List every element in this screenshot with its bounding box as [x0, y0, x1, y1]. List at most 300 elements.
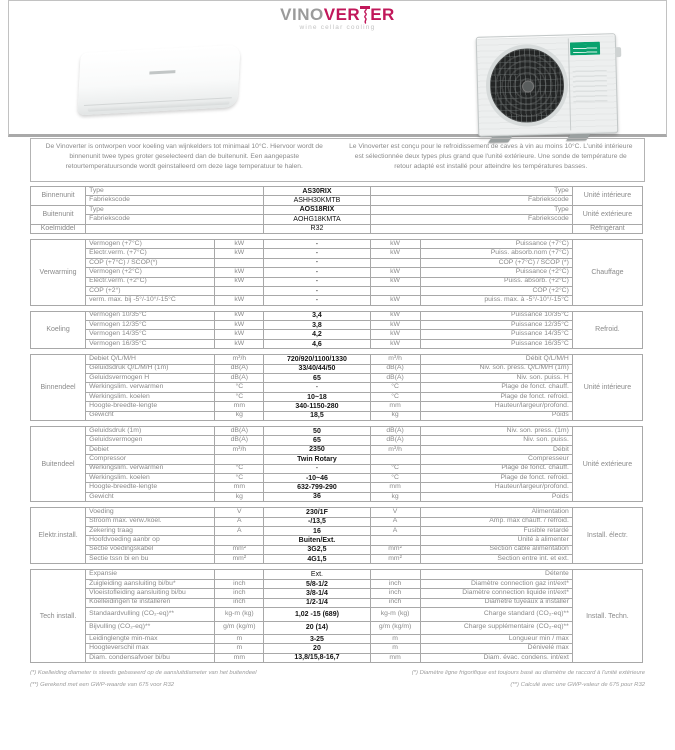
- table-row: [31, 526, 643, 535]
- table-row: [31, 598, 643, 607]
- row-value: Buiten/Ext.: [264, 536, 370, 545]
- footnote: (**) Gerekend met een GWP-waarde van 675 voor R32: [30, 681, 175, 688]
- section-label-nl: Verwarming: [31, 239, 86, 305]
- row-label-fr: Détente: [420, 570, 572, 579]
- row-value: AOS18RIX: [264, 205, 370, 214]
- row-label-nl: Geluidsdruk Q/L/M/H (1m): [86, 364, 215, 373]
- logo-verter: [324, 5, 395, 24]
- row-unit-nl: g/m (kg/m): [215, 621, 264, 635]
- table-row: [31, 483, 643, 492]
- logo-wordmark: [9, 6, 666, 23]
- row-value: 5/8-1/2: [264, 579, 370, 588]
- row-label-nl: Gewicht: [86, 492, 215, 501]
- row-unit-nl: [215, 258, 264, 267]
- row-value: -: [264, 277, 370, 286]
- row-label-fr: Niv. son. press. (1m): [420, 426, 572, 435]
- row-label-fr: [370, 224, 572, 233]
- table-row: [31, 249, 643, 258]
- indoor-unit-image: [77, 45, 240, 116]
- row-value: -: [264, 258, 370, 267]
- section-label-nl: Buitenunit: [31, 205, 86, 224]
- row-label-nl: Fabriekscode: [86, 196, 264, 205]
- row-value: AOHG18KMTA: [264, 215, 370, 224]
- row-unit-fr: [370, 258, 420, 267]
- table-row: [31, 653, 643, 662]
- row-value: AS30RIX: [264, 187, 370, 196]
- row-value: 65: [264, 374, 370, 383]
- section-label-fr: Réfrigérant: [572, 224, 642, 233]
- row-label-nl: Vermogen (+2°C): [86, 268, 215, 277]
- table-row: [31, 608, 643, 622]
- row-unit-nl: m: [215, 644, 264, 653]
- row-value: 2350: [264, 445, 370, 454]
- row-unit-fr: mm²: [370, 555, 420, 564]
- row-unit-nl: inch: [215, 589, 264, 598]
- section-label-fr: Unité extérieure: [572, 426, 642, 501]
- spec-tables: [30, 186, 645, 668]
- row-unit-nl: mm: [215, 483, 264, 492]
- row-unit-fr: °C: [370, 392, 420, 401]
- row-unit-fr: kW: [370, 296, 420, 305]
- row-unit-nl: [215, 286, 264, 295]
- row-unit-fr: mm²: [370, 545, 420, 554]
- table-row: [31, 355, 643, 364]
- row-label-fr: Fabriekscode: [370, 215, 572, 224]
- spec-table-identificatie: [30, 186, 643, 234]
- row-unit-nl: kg: [215, 411, 264, 420]
- section-label-nl: Buitendeel: [31, 426, 86, 501]
- row-value: 20 (14): [264, 621, 370, 635]
- row-label-fr: Puissance (+7°C): [420, 239, 572, 248]
- row-label-nl: Werkingslim. verwarmen: [86, 383, 215, 392]
- row-label-nl: Stroom max. verw./koel.: [86, 517, 215, 526]
- row-label-nl: Expansie: [86, 570, 215, 579]
- row-value: ASHH30KMTB: [264, 196, 370, 205]
- row-unit-fr: dB(A): [370, 364, 420, 373]
- row-label-fr: Charge standard (CO₂-eq)**: [420, 608, 572, 622]
- section-label-fr: Install. électr.: [572, 508, 642, 564]
- table-row: [31, 286, 643, 295]
- table-row: [31, 508, 643, 517]
- table-row: [31, 570, 643, 579]
- row-unit-fr: g/m (kg/m): [370, 621, 420, 635]
- row-label-nl: Debiet Q/L/M/H: [86, 355, 215, 364]
- row-label-nl: Werkingslim. verwarmen: [86, 464, 215, 473]
- row-unit-nl: kW: [215, 249, 264, 258]
- row-unit-fr: kW: [370, 268, 420, 277]
- row-label-nl: Werkingslim. koelen: [86, 473, 215, 482]
- row-label-fr: Hauteur/largeur/profond.: [420, 483, 572, 492]
- section-label-fr: Unité intérieure: [572, 187, 642, 206]
- row-unit-fr: kW: [370, 330, 420, 339]
- row-unit-fr: °C: [370, 473, 420, 482]
- row-label-nl: [86, 224, 264, 233]
- row-unit-fr: °C: [370, 464, 420, 473]
- table-row: [31, 311, 643, 320]
- section-label-nl: Koelmiddel: [31, 224, 86, 233]
- row-label-fr: Niv. son. press. Q/L/M/H (1m): [420, 364, 572, 373]
- row-unit-nl: °C: [215, 464, 264, 473]
- row-label-nl: Koelleidingen te installeren: [86, 598, 215, 607]
- intro-box: [30, 138, 645, 182]
- row-label-nl: Gewicht: [86, 411, 215, 420]
- row-value: 3,8: [264, 321, 370, 330]
- table-row: [31, 296, 643, 305]
- row-unit-fr: [370, 286, 420, 295]
- row-unit-nl: kW: [215, 268, 264, 277]
- row-label-nl: Debiet: [86, 445, 215, 454]
- table-row: [31, 215, 643, 224]
- table-row: [31, 258, 643, 267]
- row-unit-fr: dB(A): [370, 374, 420, 383]
- table-row: [31, 411, 643, 420]
- row-value: 1,02 -15 (689): [264, 608, 370, 622]
- table-row: [31, 426, 643, 435]
- row-unit-nl: dB(A): [215, 374, 264, 383]
- table-row: [31, 239, 643, 248]
- row-unit-fr: kW: [370, 311, 420, 320]
- row-label-nl: Hoogte-breedte-lengte: [86, 402, 215, 411]
- row-unit-fr: A: [370, 517, 420, 526]
- row-label-nl: Geluidsvermogen: [86, 436, 215, 445]
- row-value: -: [264, 383, 370, 392]
- row-label-nl: Vermogen 16/35°C: [86, 339, 215, 348]
- row-label-fr: Plage de fonct. chauff.: [420, 464, 572, 473]
- footnote: (**) Calculé avec une GWP-valeur de 675 pour R32: [510, 681, 645, 688]
- row-label-fr: Alimentation: [420, 508, 572, 517]
- table-row: [31, 555, 643, 564]
- row-unit-nl: [215, 536, 264, 545]
- row-label-fr: COP (+2°C): [420, 286, 572, 295]
- row-value: 1/2-1/4: [264, 598, 370, 607]
- row-unit-fr: inch: [370, 589, 420, 598]
- row-label-nl: COP (+7°C) / SCOP(*): [86, 258, 215, 267]
- row-label-nl: Voeding: [86, 508, 215, 517]
- row-label-nl: Zekering traag: [86, 526, 215, 535]
- spec-table-elektr-install: [30, 507, 643, 564]
- row-label-fr: Poids: [420, 492, 572, 501]
- row-unit-nl: mm: [215, 402, 264, 411]
- row-value: -: [264, 268, 370, 277]
- row-unit-nl: dB(A): [215, 364, 264, 373]
- outdoor-unit-green-label: [570, 42, 600, 56]
- spec-table-tech-install: [30, 569, 643, 663]
- row-unit-fr: mm: [370, 402, 420, 411]
- row-unit-nl: [215, 455, 264, 464]
- row-label-nl: verm. max. bij -5°/-10°/-15°C: [86, 296, 215, 305]
- section-label-fr: Unité extérieure: [572, 205, 642, 224]
- row-label-nl: Vermogen (+7°C): [86, 239, 215, 248]
- row-value: -/13,5: [264, 517, 370, 526]
- row-unit-nl: V: [215, 508, 264, 517]
- row-label-nl: Sectie tssn bi en bu: [86, 555, 215, 564]
- table-row: [31, 402, 643, 411]
- footnotes: [30, 668, 645, 691]
- row-value: 20: [264, 644, 370, 653]
- row-unit-nl: kW: [215, 311, 264, 320]
- table-row: [31, 464, 643, 473]
- row-label-nl: Leidinglengte min-max: [86, 635, 215, 644]
- intro-text-nl: De Vinoverter is ontworpen voor koeling van wijnkelders tot minimaal 10°C. Hiervoor wordt de binnenunit twee types groter geselecteerd dan de buitenunit. Een aangepaste retourtemperatuursonde wordt geinstalleerd om deze lage temperatuur te halen.: [45, 143, 323, 171]
- corkscrew-t-icon: [360, 6, 370, 19]
- row-unit-fr: inch: [370, 598, 420, 607]
- table-row: [31, 268, 643, 277]
- row-value: 13,8/15,8-16,7: [264, 653, 370, 662]
- row-unit-nl: m³/h: [215, 445, 264, 454]
- row-label-nl: Electr.verm. (+7°C): [86, 249, 215, 258]
- table-row: [31, 392, 643, 401]
- spec-table-buitendeel: [30, 426, 643, 502]
- row-unit-fr: [370, 455, 420, 464]
- vinoverter-logo: [9, 6, 666, 32]
- row-label-nl: Hoogte-breedte-lengte: [86, 483, 215, 492]
- row-label-nl: Hoofdvoeding aanbr op: [86, 536, 215, 545]
- row-label-nl: Vermogen 12/35°C: [86, 321, 215, 330]
- row-value: R32: [264, 224, 370, 233]
- row-value: 3-25: [264, 635, 370, 644]
- row-unit-nl: kW: [215, 296, 264, 305]
- row-value: 632-799-290: [264, 483, 370, 492]
- row-label-fr: Plage de fonct. refroid.: [420, 392, 572, 401]
- row-label-nl: Standaardvulling (CO₂-eq)**: [86, 608, 215, 622]
- row-label-fr: Unité à alimenter: [420, 536, 572, 545]
- spec-table-binnendeel: [30, 354, 643, 421]
- row-value: 50: [264, 426, 370, 435]
- row-unit-fr: mm: [370, 483, 420, 492]
- row-value: 4,6: [264, 339, 370, 348]
- row-label-nl: Vloeistofleiding aansluiting bi/bu: [86, 589, 215, 598]
- row-label-fr: Dénivelé max: [420, 644, 572, 653]
- section-label-nl: Elektr.install.: [31, 508, 86, 564]
- row-label-fr: Plage de fonct. chauff.: [420, 383, 572, 392]
- row-label-fr: Diamètre tuyeaux à installer: [420, 598, 572, 607]
- table-row: [31, 330, 643, 339]
- outdoor-unit-image: [476, 33, 619, 137]
- row-label-nl: Diam. condensafvoer bi/bu: [86, 653, 215, 662]
- table-row: [31, 205, 643, 214]
- row-value: -: [264, 296, 370, 305]
- table-row: [31, 517, 643, 526]
- row-unit-nl: dB(A): [215, 436, 264, 445]
- row-unit-fr: m³/h: [370, 445, 420, 454]
- row-label-fr: Hauteur/largeur/profond.: [420, 402, 572, 411]
- logo-verter-text: ER: [370, 5, 395, 24]
- row-unit-nl: kW: [215, 277, 264, 286]
- row-unit-nl: dB(A): [215, 426, 264, 435]
- row-value: 16: [264, 526, 370, 535]
- table-row: [31, 321, 643, 330]
- row-unit-fr: kg: [370, 411, 420, 420]
- row-unit-fr: kg: [370, 492, 420, 501]
- intro-text-fr: Le Vinoverter est conçu pour le refroidissement de caves à vin au moins 10°C. L'unité intérieure est sélectionnée deux types plus grand que l'unité extérieure. Une sonde de température de retour adapté est installé pour atteindre les températures basses.: [349, 143, 633, 171]
- row-unit-nl: °C: [215, 392, 264, 401]
- row-label-fr: Diamètre connection liquide int/ext*: [420, 589, 572, 598]
- row-label-nl: Bijvulling (CO₂-eq)**: [86, 621, 215, 635]
- row-value: -: [264, 286, 370, 295]
- row-label-nl: Compressor: [86, 455, 215, 464]
- footnotes-nl: [30, 668, 257, 691]
- row-unit-nl: mm: [215, 653, 264, 662]
- row-unit-fr: V: [370, 508, 420, 517]
- row-value: 3,4: [264, 311, 370, 320]
- table-row: [31, 364, 643, 373]
- row-unit-fr: dB(A): [370, 426, 420, 435]
- row-label-fr: Niv. son. puiss. H: [420, 374, 572, 383]
- row-unit-nl: °C: [215, 473, 264, 482]
- table-row: [31, 277, 643, 286]
- table-row: [31, 196, 643, 205]
- row-label-nl: Sectie voedingskabel: [86, 545, 215, 554]
- table-row: [31, 473, 643, 482]
- row-unit-nl: A: [215, 526, 264, 535]
- row-unit-nl: m: [215, 635, 264, 644]
- row-value: 65: [264, 436, 370, 445]
- row-unit-nl: kW: [215, 330, 264, 339]
- row-label-fr: Puiss. absorb. (+2°C): [420, 277, 572, 286]
- table-row: [31, 436, 643, 445]
- row-unit-nl: mm²: [215, 545, 264, 554]
- row-value: 3/8-1/4: [264, 589, 370, 598]
- row-label-fr: Amp. max chauff. / refroid.: [420, 517, 572, 526]
- row-unit-fr: dB(A): [370, 436, 420, 445]
- header: [8, 0, 667, 137]
- row-unit-fr: inch: [370, 579, 420, 588]
- section-label-nl: Tech install.: [31, 570, 86, 663]
- row-value: 3G2,5: [264, 545, 370, 554]
- logo-vino-text: VINO: [280, 5, 324, 24]
- spec-table-koeling: [30, 311, 643, 350]
- row-label-fr: Niv. son. puiss.: [420, 436, 572, 445]
- row-unit-fr: kW: [370, 277, 420, 286]
- row-label-nl: Fabriekscode: [86, 215, 264, 224]
- spec-table-verwarming: [30, 239, 643, 306]
- row-label-fr: Longueur min / max: [420, 635, 572, 644]
- table-row: [31, 492, 643, 501]
- row-unit-nl: inch: [215, 579, 264, 588]
- section-label-fr: Install. Techn.: [572, 570, 642, 663]
- row-value: -10~46: [264, 473, 370, 482]
- row-value: Ext.: [264, 570, 370, 579]
- table-row: [31, 455, 643, 464]
- table-row: [31, 445, 643, 454]
- table-row: [31, 589, 643, 598]
- row-unit-fr: kW: [370, 321, 420, 330]
- table-row: [31, 579, 643, 588]
- row-value: -: [264, 464, 370, 473]
- row-label-fr: Puissance 14/35°C: [420, 330, 572, 339]
- table-row: [31, 224, 643, 233]
- footnote: (*) Diamètre ligne frigorifique est toujours basé au diamètre de raccord à l'unité extérieure: [411, 670, 645, 676]
- row-label-fr: Plage de fonct. refroid.: [420, 473, 572, 482]
- row-label-fr: Puissance 12/35°C: [420, 321, 572, 330]
- row-value: -: [264, 239, 370, 248]
- row-unit-fr: [370, 536, 420, 545]
- row-unit-fr: kg-m (kg): [370, 608, 420, 622]
- section-label-nl: Binnenunit: [31, 187, 86, 206]
- row-value: 4,2: [264, 330, 370, 339]
- table-row: [31, 621, 643, 635]
- table-row: [31, 339, 643, 348]
- row-label-fr: Diam. évac. condens. int/ext: [420, 653, 572, 662]
- footnote: (*) Koelleiding diameter is steeds gebaseerd op de aansluitdiameter van het buitendeel: [30, 670, 257, 676]
- row-unit-nl: kW: [215, 339, 264, 348]
- outdoor-unit-pipe: [615, 47, 621, 57]
- row-label-fr: Diamètre connection gaz int/ext*: [420, 579, 572, 588]
- table-row: [31, 644, 643, 653]
- row-label-fr: Section entre int. et ext.: [420, 555, 572, 564]
- row-unit-nl: inch: [215, 598, 264, 607]
- row-label-nl: Geluidsdruk (1m): [86, 426, 215, 435]
- row-unit-fr: kW: [370, 239, 420, 248]
- row-label-fr: Fabriekscode: [370, 196, 572, 205]
- row-label-fr: Débit: [420, 445, 572, 454]
- row-label-fr: Puiss. absorb.nom (+7°C): [420, 249, 572, 258]
- row-unit-fr: m: [370, 635, 420, 644]
- table-row: [31, 187, 643, 196]
- row-value: 36: [264, 492, 370, 501]
- row-label-fr: Poids: [420, 411, 572, 420]
- table-row: [31, 374, 643, 383]
- section-label-fr: Chauffage: [572, 239, 642, 305]
- row-label-fr: Débit Q/L/M/H: [420, 355, 572, 364]
- row-unit-nl: kg: [215, 492, 264, 501]
- row-unit-nl: kg-m (kg): [215, 608, 264, 622]
- row-label-fr: Puissance 16/35°C: [420, 339, 572, 348]
- row-unit-fr: A: [370, 526, 420, 535]
- row-value: 33/40/44/50: [264, 364, 370, 373]
- table-row: [31, 383, 643, 392]
- row-unit-fr: m: [370, 644, 420, 653]
- row-label-fr: Section câble alimentation: [420, 545, 572, 554]
- row-unit-fr: [370, 570, 420, 579]
- section-label-nl: Binnendeel: [31, 355, 86, 421]
- table-row: [31, 545, 643, 554]
- row-unit-fr: °C: [370, 383, 420, 392]
- row-unit-nl: °C: [215, 383, 264, 392]
- row-label-fr: Type: [370, 205, 572, 214]
- logo-tagline: wine cellar cooling: [299, 24, 376, 31]
- row-value: 4G1,5: [264, 555, 370, 564]
- row-label-nl: Hoogteverschil max: [86, 644, 215, 653]
- row-label-fr: Type: [370, 187, 572, 196]
- row-value: Twin Rotary: [264, 455, 370, 464]
- row-unit-nl: kW: [215, 239, 264, 248]
- row-value: 10~18: [264, 392, 370, 401]
- table-row: [31, 536, 643, 545]
- row-unit-nl: A: [215, 517, 264, 526]
- row-value: 230/1F: [264, 508, 370, 517]
- row-label-fr: Puissance 10/35°C: [420, 311, 572, 320]
- row-label-nl: Vermogen 14/35°C: [86, 330, 215, 339]
- row-label-fr: Compresseur: [420, 455, 572, 464]
- section-label-fr: Refroid.: [572, 311, 642, 349]
- row-unit-fr: m³/h: [370, 355, 420, 364]
- table-row: [31, 635, 643, 644]
- row-label-fr: Puissance (+2°C): [420, 268, 572, 277]
- section-label-nl: Koeling: [31, 311, 86, 349]
- row-unit-nl: m³/h: [215, 355, 264, 364]
- row-unit-fr: kW: [370, 339, 420, 348]
- row-label-fr: Fusible retardé: [420, 526, 572, 535]
- logo-verter-text: VER: [323, 5, 361, 24]
- row-unit-fr: mm: [370, 653, 420, 662]
- row-label-fr: Charge supplémentaire (CO₂-eq)**: [420, 621, 572, 635]
- row-label-fr: puiss. max. à -5°/-10°/-15°C: [420, 296, 572, 305]
- row-label-nl: Werkingslim. koelen: [86, 392, 215, 401]
- section-label-fr: Unité intérieure: [572, 355, 642, 421]
- row-unit-nl: [215, 570, 264, 579]
- row-value: 340-1150-280: [264, 402, 370, 411]
